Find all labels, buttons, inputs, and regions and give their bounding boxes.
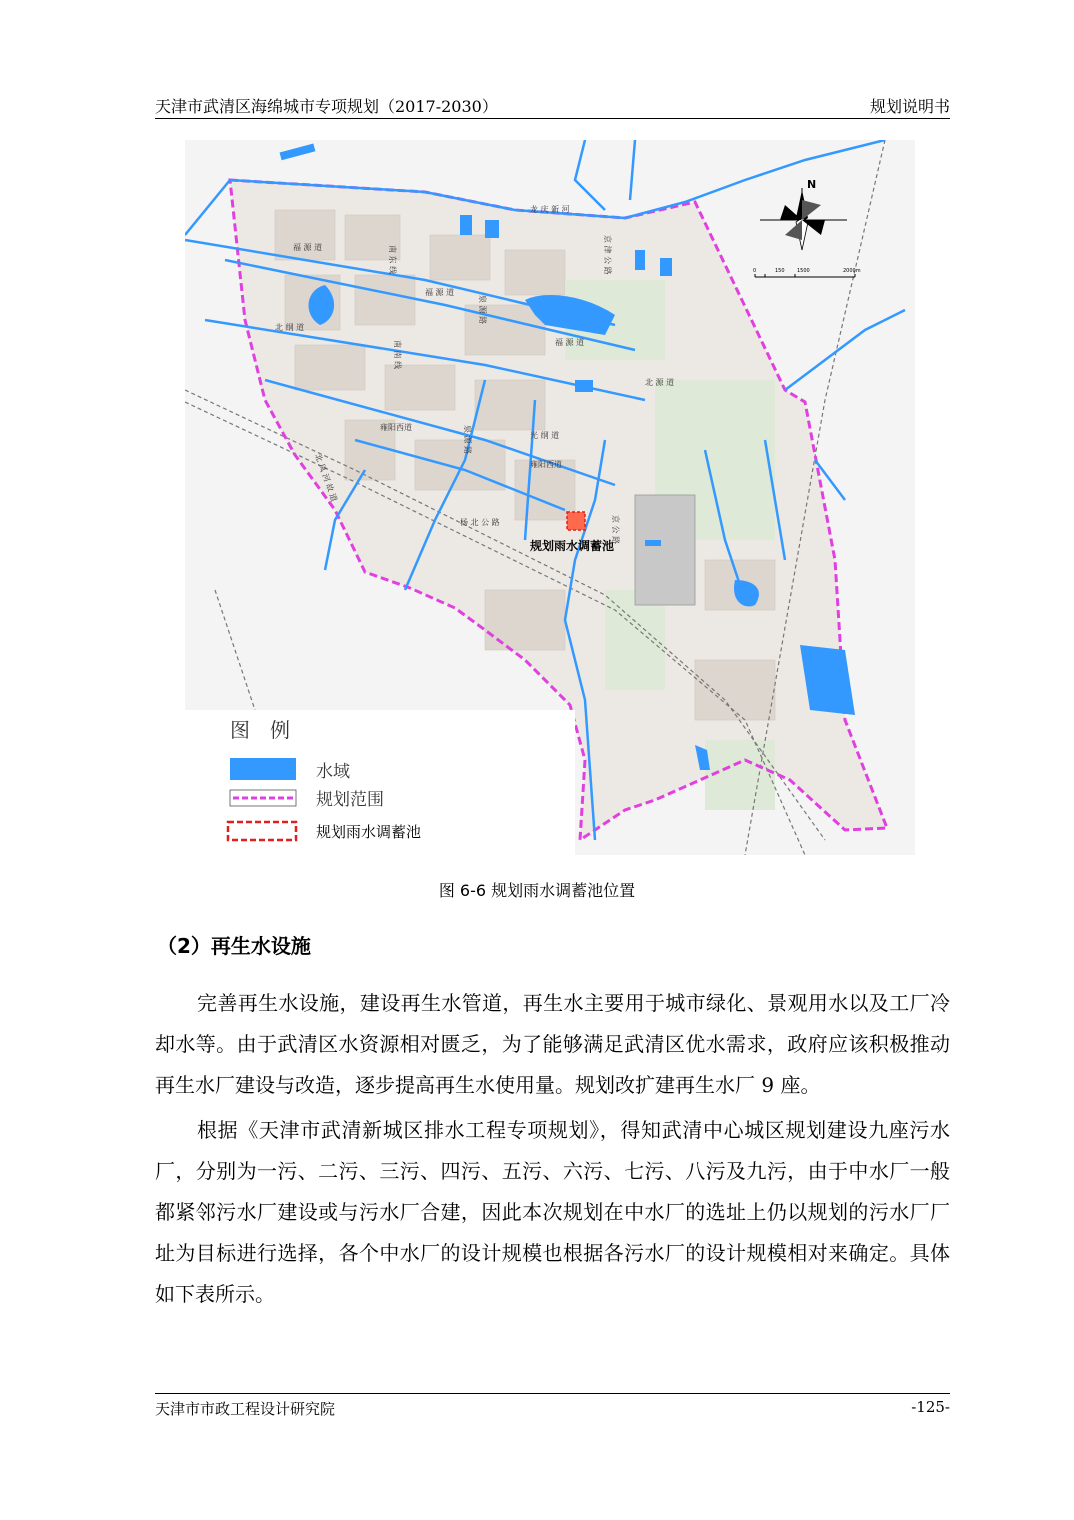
road-label-beigang: 北 纲 道 (275, 323, 305, 332)
paragraph: 根据《天津市武清新城区排水工程专项规划》，得知武清中心城区规划建设九座污水厂，分别为一污、二污、三污、四污、五污、六污、七污、八污及九污，由于中水厂一般都紧邻污水厂建设或与污水厂合建，因此本次规划在中水厂的选址上仍以规划的污水厂厂址为目标进行选择，各个中水厂的设计规模也根据各污水厂的设计规模相对来确定。具体如下表所示。 (155, 1118, 950, 1306)
road-label-nandong: 南 东 线 (388, 245, 397, 275)
road-label-fuyuan-3: 福 源 道 (555, 338, 585, 347)
road-label-jingjin-bottom: 京 公 路 (611, 515, 620, 545)
road-label-nannan: 南 南 线 (393, 340, 402, 370)
page-number: -125- (911, 1398, 950, 1416)
footer-org: 天津市市政工程设计研究院 (155, 1400, 336, 1418)
figure-caption: 图 6-6 规划雨水调蓄池位置 (438, 881, 636, 900)
road-label-jingjin-top: 京 津 公 路 (603, 235, 612, 275)
header-doc-type: 规划说明书 (869, 97, 950, 116)
legend-water-swatch (230, 758, 296, 780)
section-title: （2）再生水设施 (157, 934, 311, 958)
road-label-fuyuan-2: 福 源 道 (425, 288, 455, 297)
road-label-longqing: 龙 庆 新 河 (530, 205, 570, 214)
road-label-yangbei: 杨 北 公 路 (460, 518, 500, 527)
road-label-yongyang-1: 雍阳西道 (380, 423, 412, 432)
road-label-yongyang-2: 雍阳西道 (530, 460, 562, 469)
road-label-quanyuan-2: 泉 源 路 (463, 425, 472, 455)
road-label-fenghe: 北 凤 河 故 道 (313, 452, 339, 503)
planning-map (185, 140, 915, 855)
road-label-beiyuan: 北 源 道 (645, 378, 675, 387)
legend (185, 710, 575, 855)
header-title: 天津市武清区海绵城市专项规划（2017-2030） (155, 97, 498, 116)
road-label-fuyuan-1: 福 源 道 (293, 243, 323, 252)
legend-boundary-label: 规划范围 (316, 790, 384, 810)
pond-label: 规划雨水调蓄池 (530, 539, 615, 553)
page-footer (155, 1393, 950, 1418)
legend-pond-label: 规划雨水调蓄池 (316, 823, 422, 841)
road-label-quanyuan: 泉 源 路 (478, 295, 487, 325)
paragraph: 完善再生水设施，建设再生水管道，再生水主要用于城市绿化、景观用水以及工厂冷却水等。由于武清区水资源相对匮乏，为了能够满足武清区优水需求，政府应该积极推动再生水厂建设与改造，逐步提高再生水使用量。规划改扩建再生水厂 9 座。 (155, 991, 950, 1097)
scale-150: 150 (775, 268, 785, 274)
page-header (155, 92, 950, 119)
road-label-guanggang: 光 纲 道 (530, 431, 560, 440)
scale-1500: 1500 (797, 268, 810, 274)
scale-0: 0 (753, 268, 757, 274)
scale-2000: 2000m (843, 268, 861, 274)
legend-title: 图 例 (230, 718, 290, 742)
north-label: N (807, 178, 817, 191)
legend-water-label: 水域 (316, 762, 350, 782)
